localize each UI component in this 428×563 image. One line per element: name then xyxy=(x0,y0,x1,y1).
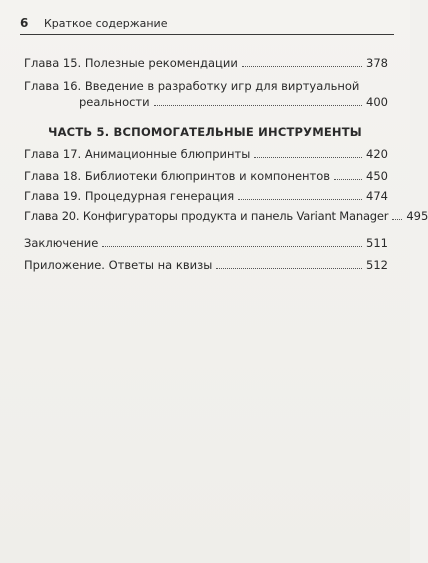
toc-leader-dots xyxy=(392,219,402,220)
toc-leader-dots xyxy=(238,199,362,200)
toc-leader-dots xyxy=(242,66,362,67)
toc-entry-label: Заключение xyxy=(24,236,99,250)
part-heading: ЧАСТЬ 5. ВСПОМОГАТЕЛЬНЫЕ ИНСТРУМЕНТЫ xyxy=(48,125,362,139)
toc-entry-chapter-19 xyxy=(24,188,388,204)
toc-entry-label: Глава 20. Конфигураторы продукта и панель Variant Manager xyxy=(24,209,389,223)
toc-entry-label: Глава 16. Введение в разработку игр для виртуальной xyxy=(24,79,360,93)
toc-entry-label: Глава 18. Библиотеки блюпринтов и компонентов xyxy=(24,169,331,183)
toc-entry-continuation xyxy=(24,94,388,110)
toc-entry-label: Глава 17. Анимационные блюпринты xyxy=(24,147,251,161)
toc-entry-page: 512 xyxy=(366,258,388,272)
toc-entry-chapter-16 xyxy=(24,78,388,110)
toc-entry-appendix xyxy=(24,257,388,273)
toc-entry-page: 420 xyxy=(366,147,388,161)
toc-leader-dots xyxy=(334,179,362,180)
toc-entry-page: 400 xyxy=(366,95,388,109)
toc-entry-chapter-17 xyxy=(24,146,388,162)
toc-entry-chapter-20 xyxy=(24,208,428,224)
toc-entry-conclusion xyxy=(24,235,388,251)
toc-entry-label: Глава 19. Процедурная генерация xyxy=(24,189,235,203)
toc-entry-chapter-15 xyxy=(24,55,388,71)
toc-entry-label: Приложение. Ответы на квизы xyxy=(24,258,213,272)
toc-entry-label-continued: реальности xyxy=(79,95,150,109)
toc-entry-page: 495 xyxy=(406,209,428,223)
running-head xyxy=(20,12,394,35)
running-title: Краткое содержание xyxy=(44,17,168,30)
toc-entry-page: 450 xyxy=(366,169,388,183)
toc-entry-page: 378 xyxy=(366,56,388,70)
toc-entry-label: Глава 15. Полезные рекомендации xyxy=(24,56,238,70)
toc-leader-dots xyxy=(254,157,362,158)
toc-leader-dots xyxy=(216,268,362,269)
page-number: 6 xyxy=(20,16,29,30)
toc-entry-page: 511 xyxy=(366,236,388,250)
toc-leader-dots xyxy=(154,105,362,106)
toc-leader-dots xyxy=(102,246,362,247)
toc-entry-page: 474 xyxy=(366,189,388,203)
toc-entry-chapter-18 xyxy=(24,168,388,184)
